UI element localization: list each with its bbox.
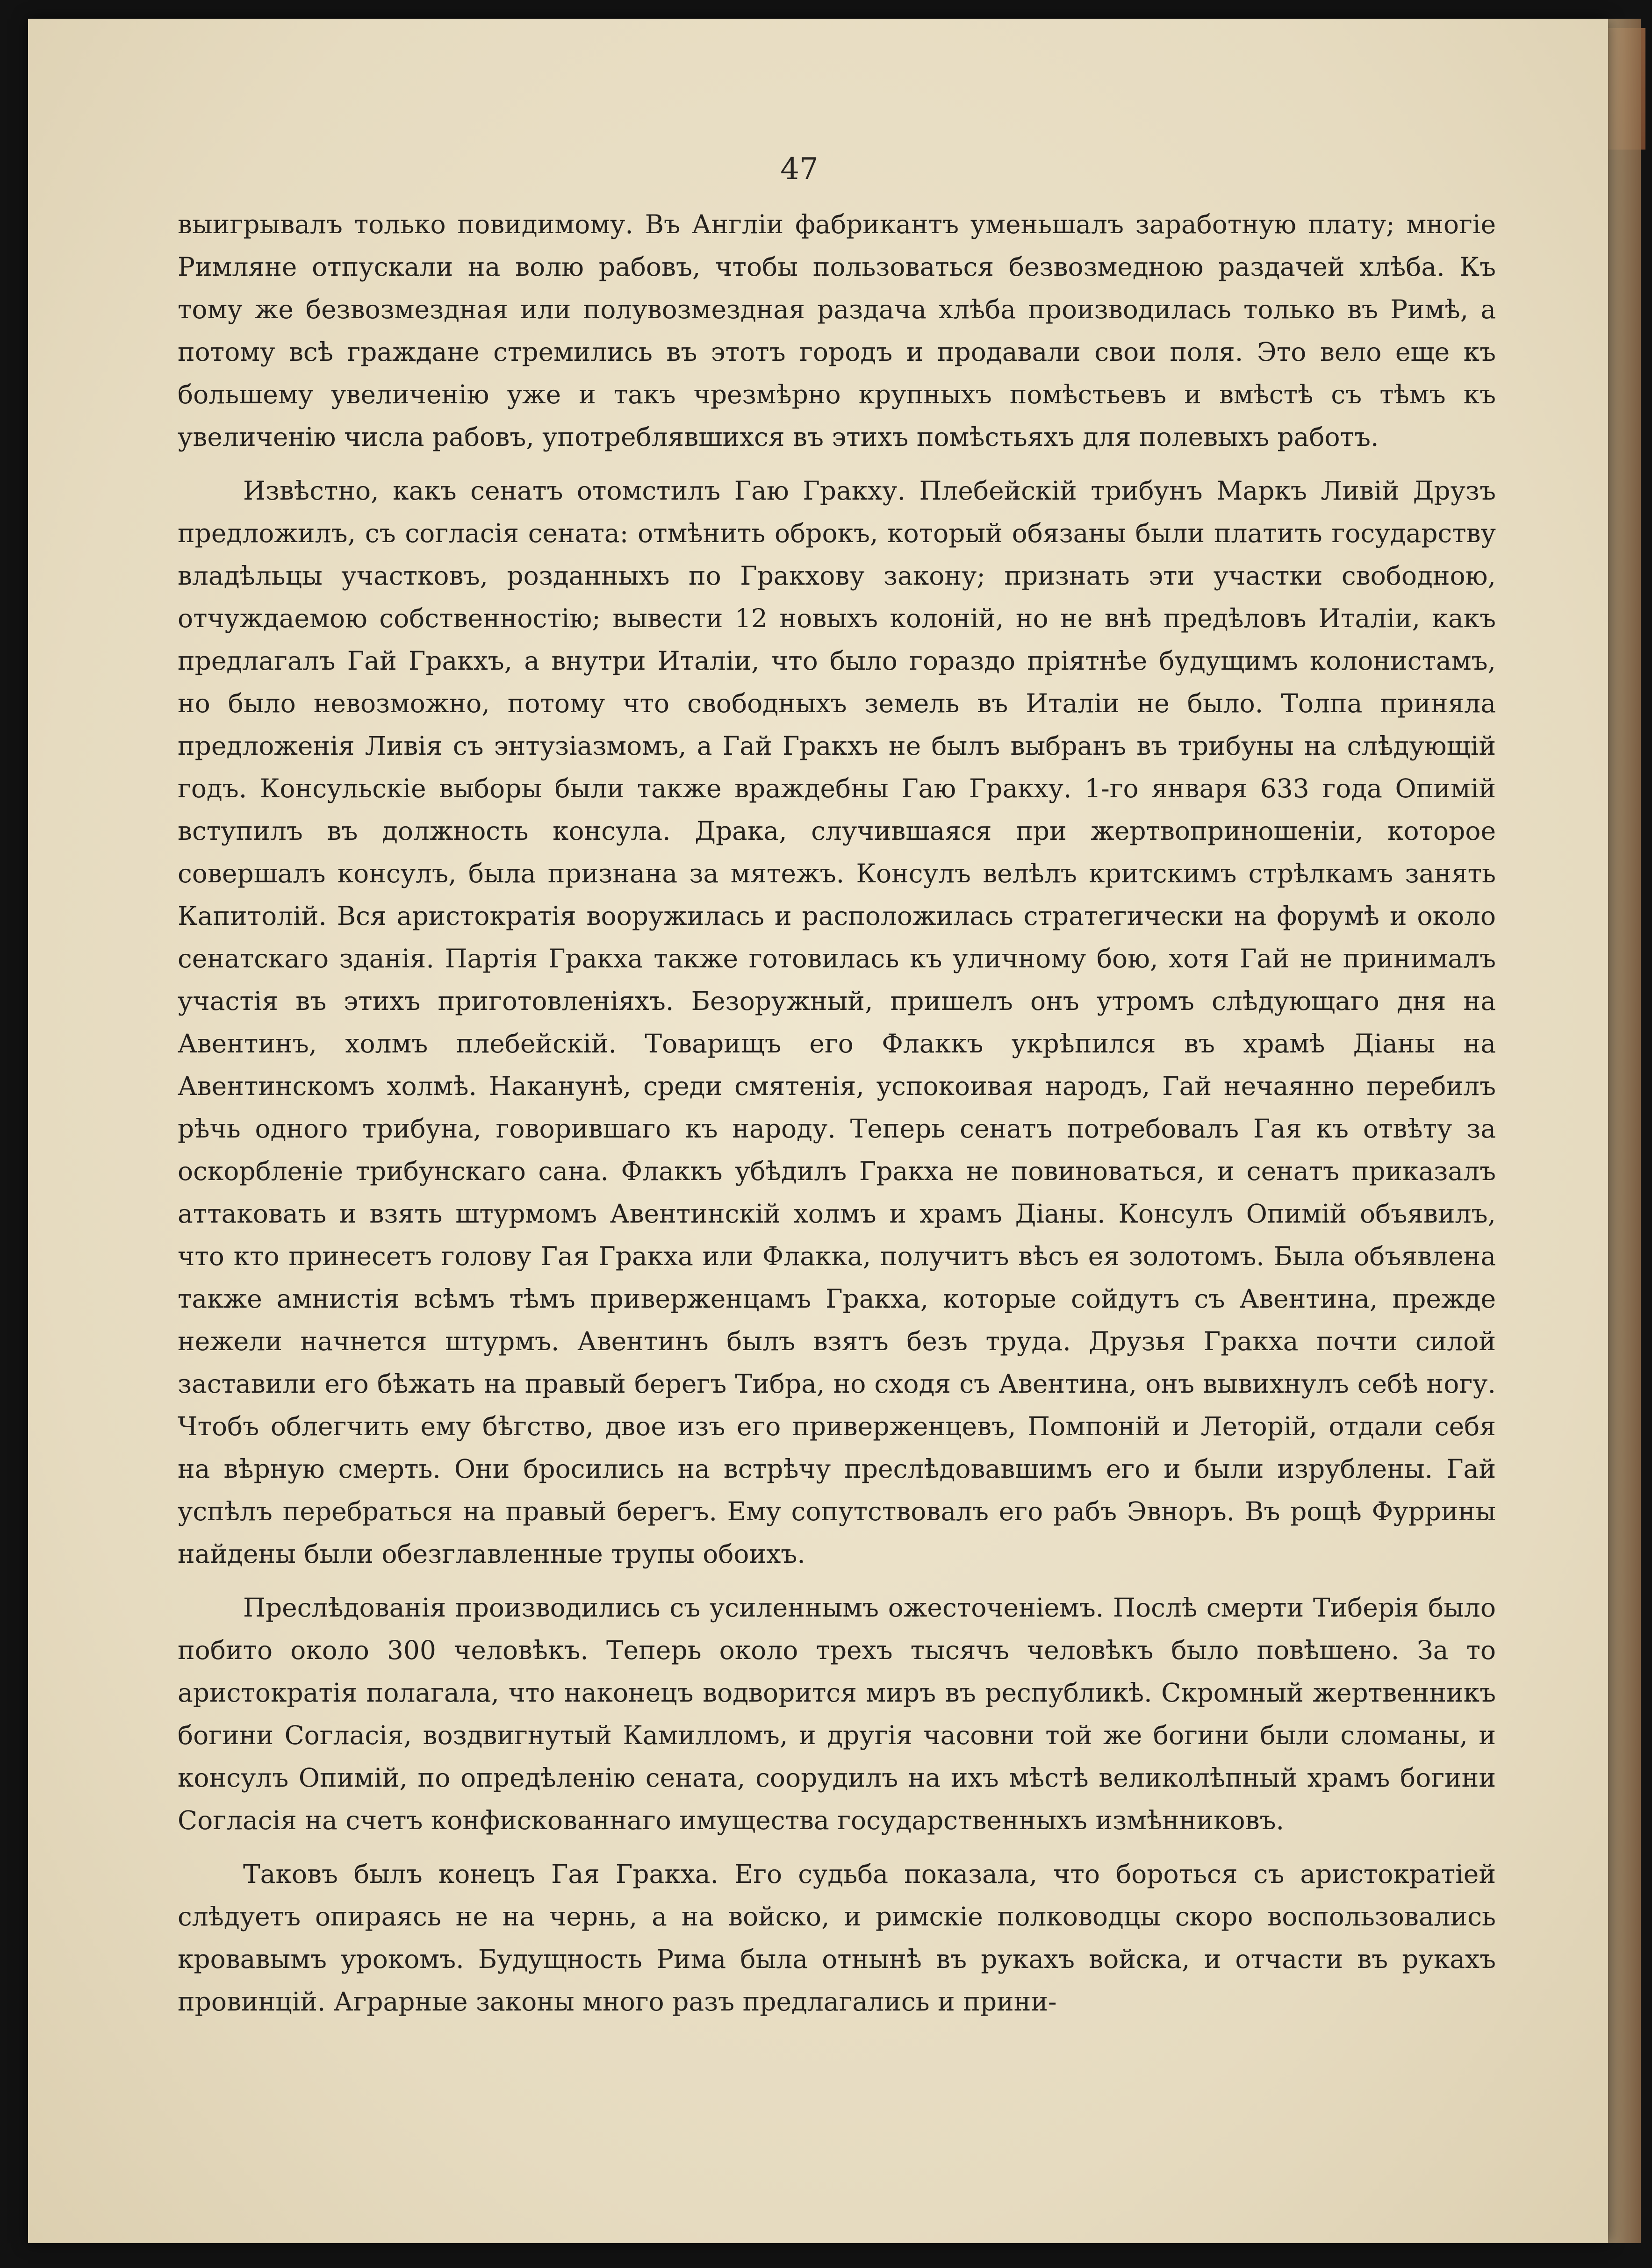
page-number: 47 (780, 152, 819, 186)
paragraph-1: выигрывалъ только повидимому. Въ Англіи фабрикантъ уменьшалъ заработную плату; многіе Римляне отпускали на волю рабовъ, чтобы пользоваться безвозмедною раздачей хлѣба. Къ тому же безвозмездная или полувозмездная раздача хлѣба производилась только въ Римѣ, а потому всѣ граждане стремились въ этотъ городъ и продавали свои поля. Это вело еще къ большему увеличенію уже и такъ чрезмѣрно крупныхъ помѣстьевъ и вмѣстѣ съ тѣмъ къ увеличенію числа рабовъ, употреблявшихся въ этихъ помѣстьяхъ для полевыхъ работъ. (178, 209, 1496, 452)
page-body-text (178, 203, 1496, 2034)
paragraph-4: Таковъ былъ конецъ Гая Гракха. Его судьба показала, что бороться съ аристократіей слѣдуетъ опираясь не на чернь, а на войско, и римскіе полководцы скоро воспользовались кровавымъ урокомъ. Будущность Рима была отнынѣ въ рукахъ войска, и отчасти въ рукахъ провинцій. Аграрные законы много разъ предлагались и прини- (178, 1859, 1496, 2017)
paragraph-3: Преслѣдованія производились съ усиленнымъ ожесточеніемъ. Послѣ смерти Тиберія было побито около 300 человѣкъ. Теперь около трехъ тысячъ человѣкъ было повѣшено. За то аристократія полагала, что наконецъ водворится миръ въ республикѣ. Скромный жертвенникъ богини Согласія, воздвигнутый Камилломъ, и другія часовни той же богини были сломаны, и консулъ Опимій, по опредѣленію сената, соорудилъ на ихъ мѣстѣ великолѣпный храмъ богини Согласія на счетъ конфискованнаго имущества государственныхъ измѣнниковъ. (178, 1593, 1496, 1835)
paragraph-2: Извѣстно, какъ сенатъ отомстилъ Гаю Гракху. Плебейскій трибунъ Маркъ Ливій Друзъ предложилъ, съ согласія сената: отмѣнить оброкъ, который обязаны были платить государству владѣльцы участковъ, розданныхъ по Гракхову закону; признать эти участки свободною, отчуждаемою собственностію; вывести 12 новыхъ колоній, но не внѣ предѣловъ Италіи, какъ предлагалъ Гай Гракхъ, а внутри Италіи, что было гораздо пріятнѣе будущимъ колонистамъ, но было невозможно, потому что свободныхъ земель въ Италіи не было. Толпа приняла предложенія Ливія съ энтузіазмомъ, а Гай Гракхъ не былъ выбранъ въ трибуны на слѣдующій годъ. Консульскіе выборы были также враждебны Гаю Гракху. 1-го января 633 года Опимій вступилъ въ должность консула. Драка, случившаяся при жертвоприношеніи, которое совершалъ консулъ, была признана за мятежъ. Консулъ велѣлъ критскимъ стрѣлкамъ занять Капитолій. Вся аристократія вооружилась и расположилась стратегически на форумѣ и около сенатскаго зданія. Партія Гракха также готовилась къ уличному бою, хотя Гай не принималъ участія въ этихъ приготовленіяхъ. Безоружный, пришелъ онъ утромъ слѣдующаго дня на Авентинъ, холмъ плебейскій. Товарищъ его Флаккъ укрѣпился въ храмѣ Діаны на Авентинскомъ холмѣ. Наканунѣ, среди смятенія, успокоивая народъ, Гай нечаянно перебилъ рѣчь одного трибуна, говорившаго къ народу. Теперь сенатъ потребовалъ Гая къ отвѣту за оскорбленіе трибунскаго сана. Флаккъ убѣдилъ Гракха не повиноваться, и сенатъ приказалъ аттаковать и взять штурмомъ Авентинскій холмъ и храмъ Діаны. Консулъ Опимій объявилъ, что кто принесетъ голову Гая Гракха или Флакка, получитъ вѣсъ ея золотомъ. Была объявлена также амнистія всѣмъ тѣмъ приверженцамъ Гракха, которые сойдутъ съ Авентина, прежде нежели начнется штурмъ. Авентинъ былъ взятъ безъ труда. Друзья Гракха почти силой заставили его бѣжать на правый берегъ Тибра, но сходя съ Авентина, онъ вывихнулъ себѣ ногу. Чтобъ облегчить ему бѣгство, двое изъ его приверженцевъ, Помпоній и Леторій, отдали себя на вѣрную смерть. Они бросились на встрѣчу преслѣдовавшимъ его и были изрублены. Гай успѣлъ перебраться на правый берегъ. Ему сопутствовалъ его рабъ Эвноръ. Въ рощѣ Фуррины найдены были обезглавленные трупы обоихъ. (178, 476, 1496, 1569)
book-page (28, 19, 1608, 2243)
